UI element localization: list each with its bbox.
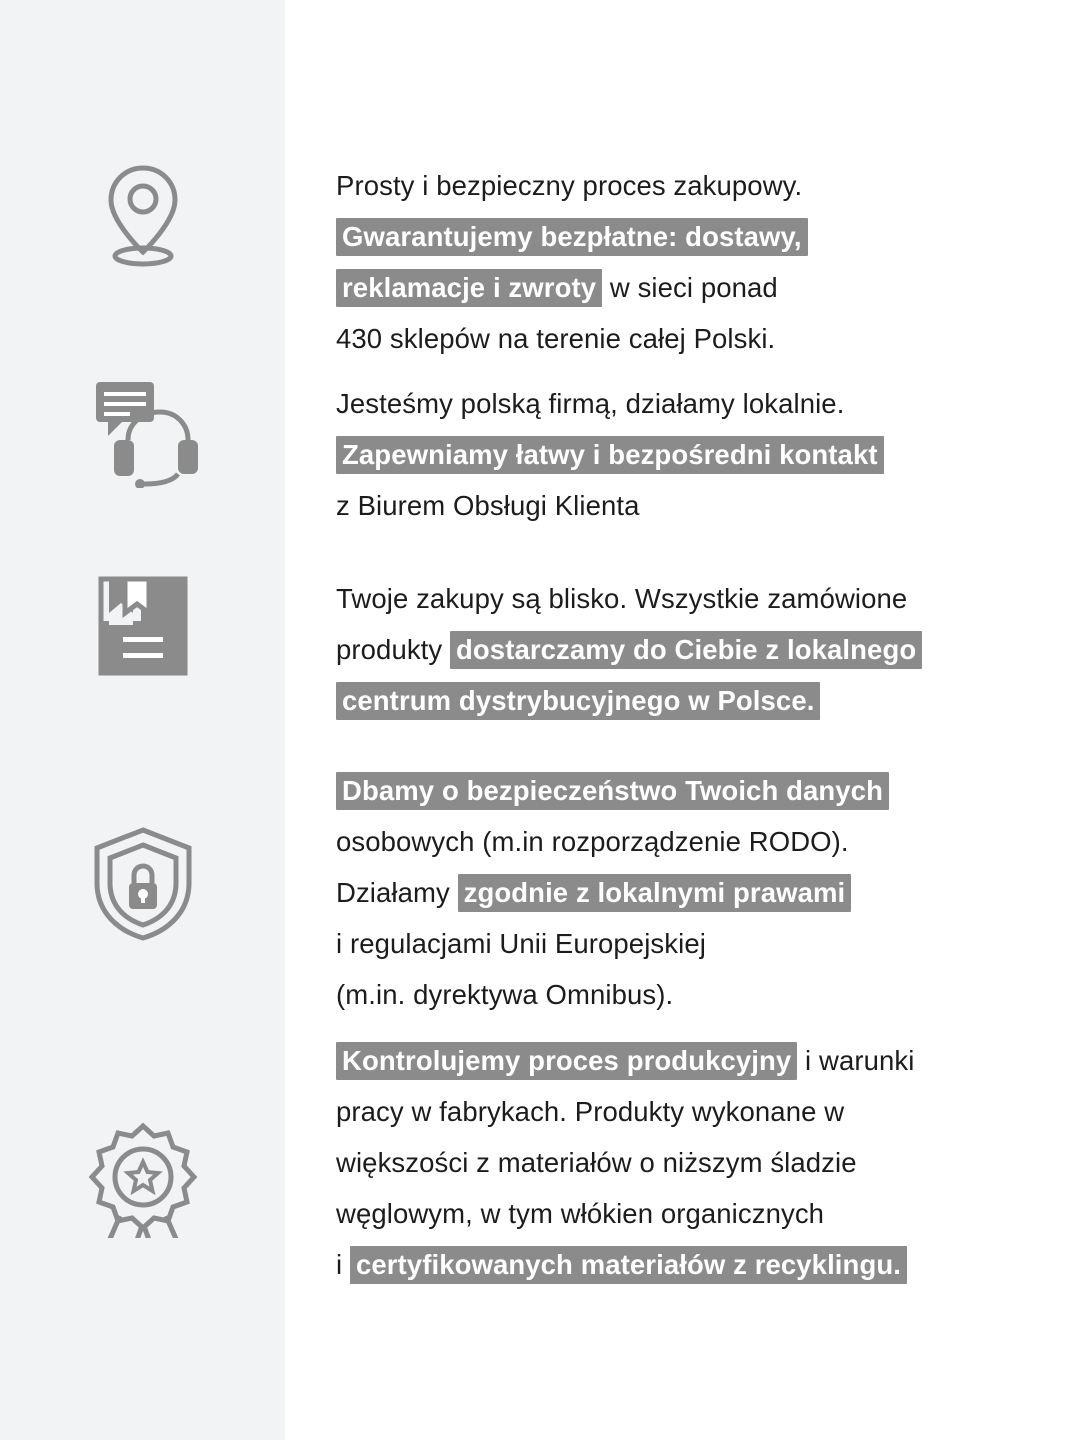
text-line [336, 969, 1040, 1020]
text-line [336, 262, 1040, 313]
plain-text: (m.in. dyrektywa Omnibus). [336, 979, 674, 1010]
plain-text: osobowych (m.in rozporządzenie RODO). [336, 826, 849, 857]
text-line [336, 867, 1040, 918]
highlighted-text: Zapewniamy łatwy i bezpośredni kontakt [336, 436, 884, 474]
benefit-text-quality [285, 1035, 1080, 1290]
text-line [336, 480, 1040, 531]
plain-text: większości z materiałów o niższym śladzie [336, 1147, 857, 1178]
highlighted-text: centrum dystrybucyjnego w Polsce. [336, 682, 820, 720]
highlighted-text: dostarczamy do Ciebie z lokalnego [450, 631, 922, 669]
plain-text: i warunki [797, 1045, 915, 1076]
plain-text: Prosty i bezpieczny proces zakupowy. [336, 170, 803, 201]
text-line [336, 429, 1040, 480]
text-line [336, 765, 1040, 816]
highlighted-text: certyfikowanych materiałów z recyklingu. [350, 1246, 907, 1284]
text-line [336, 313, 1040, 364]
text-line [336, 378, 1040, 429]
text-line [336, 918, 1040, 969]
plain-text: produkty [336, 634, 451, 665]
text-line [336, 675, 1040, 726]
plain-text: z Biurem Obsługi Klienta [336, 490, 640, 521]
plain-text: Jesteśmy polską firmą, działamy lokalnie. [336, 388, 845, 419]
text-line [336, 816, 1040, 867]
highlighted-text: zgodnie z lokalnymi prawami [458, 874, 852, 912]
plain-text: i regulacjami Unii Europejskiej [336, 928, 706, 959]
benefit-text-privacy [285, 765, 1080, 1020]
location-pin-icon [0, 160, 285, 270]
text-line [336, 1188, 1040, 1239]
text-line [336, 1035, 1040, 1086]
plain-text: węglowym, w tym włókien organicznych [336, 1198, 825, 1229]
text-line [336, 1086, 1040, 1137]
plain-text: w sieci ponad [602, 272, 778, 303]
benefit-text-logistics [285, 573, 1080, 726]
plain-text: Twoje zakupy są blisko. Wszystkie zamówione [336, 583, 908, 614]
highlighted-text: Gwarantujemy bezpłatne: dostawy, [336, 218, 808, 256]
highlighted-text: reklamacje i zwroty [336, 269, 602, 307]
benefit-row-logistics [0, 573, 1080, 726]
highlighted-text: Dbamy o bezpieczeństwo Twoich danych [336, 772, 889, 810]
plain-text: Działamy [336, 877, 458, 908]
benefit-row-support [0, 378, 1080, 531]
benefit-row-quality [0, 1035, 1080, 1290]
text-line [336, 211, 1040, 262]
benefit-text-delivery [285, 160, 1080, 364]
text-line [336, 624, 1040, 675]
package-box-icon [0, 573, 285, 683]
text-line [336, 1137, 1040, 1188]
benefit-row-privacy [0, 765, 1080, 1020]
benefit-row-delivery [0, 160, 1080, 364]
headset-support-icon [0, 378, 285, 488]
plain-text: 430 sklepów na terenie całej Polski. [336, 323, 776, 354]
shield-lock-icon [0, 765, 285, 943]
text-line [336, 1239, 1040, 1290]
text-line [336, 160, 1040, 211]
text-line [336, 573, 1040, 624]
benefit-text-support [285, 378, 1080, 531]
highlighted-text: Kontrolujemy proces produkcyjny [336, 1042, 797, 1080]
plain-text: i [336, 1249, 350, 1280]
plain-text: pracy w fabrykach. Produkty wykonane w [336, 1096, 845, 1127]
award-rosette-icon [0, 1035, 285, 1238]
